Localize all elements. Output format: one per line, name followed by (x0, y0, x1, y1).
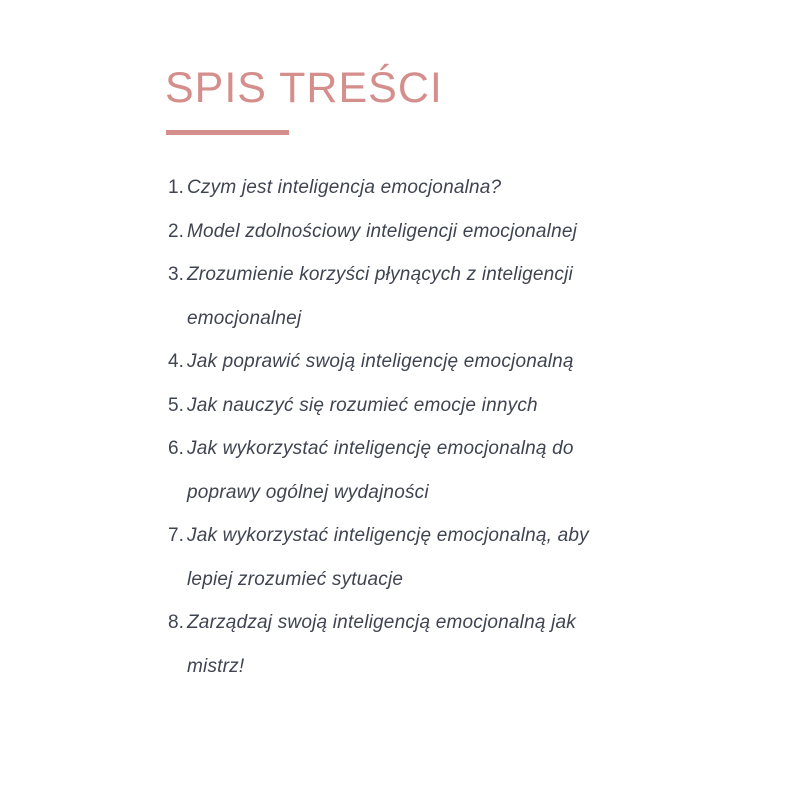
toc-item-text: Jak wykorzystać inteligencję emocjonalną, aby lepiej zrozumieć sytuacje (187, 525, 589, 590)
toc-item-text: Jak nauczyć się rozumieć emocje innych (187, 394, 538, 416)
toc-item (166, 601, 636, 688)
page-title: SPIS TREŚCI (165, 64, 443, 112)
toc-item-text: Jak wykorzystać inteligencję emocjonalną do poprawy ogólnej wydajności (187, 438, 574, 503)
toc-item (166, 210, 636, 254)
toc-item-number: 8. (168, 612, 184, 633)
toc-item-number: 7. (168, 525, 184, 546)
toc-item (166, 384, 636, 428)
toc-item-text: Zarządzaj swoją inteligencją emocjonalną jak mistrz! (187, 612, 577, 677)
toc-item (166, 253, 636, 340)
toc-item-number: 6. (168, 438, 184, 459)
title-underline (166, 130, 289, 135)
toc-item-number: 2. (168, 220, 184, 242)
toc-item-number: 5. (168, 394, 184, 416)
toc-item (166, 427, 636, 514)
toc-item-number: 4. (168, 351, 184, 372)
toc-item (166, 166, 636, 210)
toc-item (166, 514, 636, 601)
toc-item-text: Jak poprawić swoją inteligencję emocjonalną (187, 351, 574, 372)
toc-item-text: Model zdolnościowy inteligencji emocjonalnej (187, 220, 578, 242)
toc-item-number: 3. (168, 264, 184, 285)
toc-item (166, 340, 636, 384)
toc-item-text: Zrozumienie korzyści płynących z inteligencji emocjonalnej (187, 264, 573, 329)
table-of-contents (166, 166, 636, 688)
toc-item-number: 1. (168, 177, 184, 198)
toc-item-text: Czym jest inteligencja emocjonalna? (187, 177, 502, 198)
